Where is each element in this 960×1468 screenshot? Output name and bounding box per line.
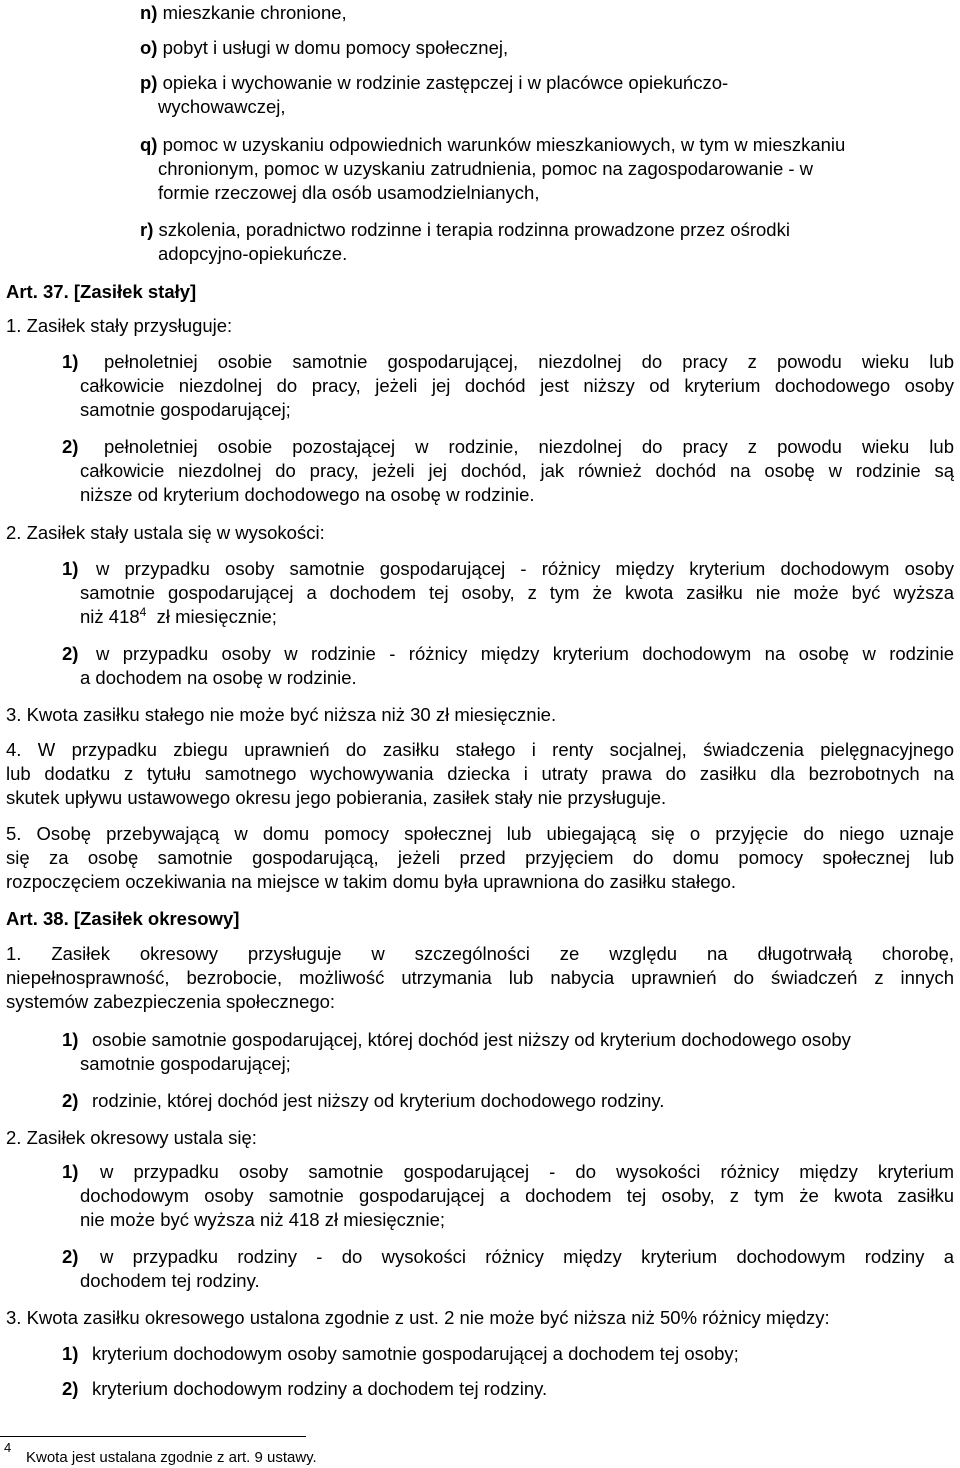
point-text: samotnie gospodarującej; — [80, 399, 291, 420]
point-text: całkowicie niezdolnej do pracy, jeżeli jej dochód, jak również dochód na osobę w rodzinie są — [80, 460, 954, 481]
point-marker: 1) — [62, 1161, 79, 1182]
item-text: opieka i wychowanie w rodzinie zastępczej i w placówce opiekuńczo- — [162, 72, 729, 93]
point-text: kryterium dochodowym osoby samotnie gospodarującej a dochodem tej osoby; — [92, 1343, 739, 1364]
point-marker: 1) — [62, 1343, 79, 1364]
list-item-n — [140, 1, 347, 25]
paragraph: 4. W przypadku zbiegu uprawnień do zasiłku stałego i renty socjalnej, świadczenia pielęgnacyjnego — [6, 739, 954, 760]
article-heading: Art. 37. [Zasiłek stały] — [6, 281, 197, 302]
point-marker: 2) — [62, 1090, 79, 1111]
item-marker: r) — [140, 219, 154, 240]
paragraph: 5. Osobę przebywającą w domu pomocy społecznej lub ubiegającą się o przyjęcie do niego uznaje — [6, 823, 954, 844]
paragraph: 1. Zasiłek okresowy przysługuje w szczególności ze względu na długotrwałą chorobę, — [6, 943, 954, 964]
list-item-q-cont: formie rzeczowej dla osób usamodzielnianych, — [158, 182, 540, 203]
point-marker: 2) — [62, 643, 79, 664]
item-text: szkolenia, poradnictwo rodzinne i terapia rodzinna prowadzone przez ośrodki — [158, 219, 790, 240]
item-text: pomoc w uzyskaniu odpowiednich warunków mieszkaniowych, w tym w mieszkaniu — [162, 134, 846, 155]
point-text: w przypadku rodziny - do wysokości różnicy między kryterium dochodowym rodziny a — [100, 1246, 954, 1267]
list-item-r-cont: adopcyjno-opiekuńcze. — [158, 243, 348, 264]
point-marker: 1) — [62, 558, 79, 579]
point-text: niż $418^4$ zł miesięcznie; — [80, 605, 277, 627]
paragraph: 3. Kwota zasiłku okresowego ustalona zgodnie z ust. 2 nie może być niższa niż 50% różnicy między: — [6, 1307, 830, 1328]
point-text: dochodowym osoby samotnie gospodarującej a dochodem tej osoby, z tym że kwota zasiłku — [80, 1185, 954, 1206]
point-text: osobie samotnie gospodarującej, której dochód jest niższy od kryterium dochodowego osoby — [92, 1029, 851, 1050]
paragraph: 2. Zasiłek stały ustala się w wysokości: — [6, 522, 325, 543]
point-text: a dochodem na osobę w rodzinie. — [80, 667, 357, 688]
point-marker: 1) — [62, 1029, 79, 1050]
paragraph: niepełnosprawność, bezrobocie, możliwość utrzymania lub nabycia uprawnień do świadczeń z innych — [6, 967, 954, 988]
list-item-q — [140, 133, 845, 157]
paragraph: się za osobę samotnie gospodarującą, jeżeli przed przyjęciem do domu pomocy społecznej lub — [6, 847, 954, 868]
footnote-number: 4 — [4, 1440, 12, 1455]
item-marker: o) — [140, 37, 158, 58]
point-text: kryterium dochodowym rodziny a dochodem tej rodziny. — [92, 1378, 548, 1399]
point-text: w przypadku osoby samotnie gospodarującej - różnicy między kryterium dochodowym osoby — [96, 558, 954, 579]
item-marker: n) — [140, 2, 158, 23]
item-marker: p) — [140, 72, 158, 93]
paragraph: 1. Zasiłek stały przysługuje: — [6, 315, 233, 336]
point-text: niższe od kryterium dochodowego na osobę w rodzinie. — [80, 484, 535, 505]
footnote-ref[interactable]: 4 — [139, 605, 147, 619]
list-item-p-cont: wychowawczej, — [158, 96, 286, 117]
point-text: rodzinie, której dochód jest niższy od kryterium dochodowego rodziny. — [92, 1090, 665, 1111]
point-marker: 2) — [62, 1378, 79, 1399]
paragraph: 2. Zasiłek okresowy ustala się: — [6, 1127, 257, 1148]
point-marker: 1) — [62, 351, 79, 372]
list-item-r — [140, 218, 790, 242]
point-text: całkowicie niezdolnej do pracy, jeżeli jej dochód jest niższy od kryterium dochodowego osoby — [80, 375, 954, 396]
paragraph: 3. Kwota zasiłku stałego nie może być niższa niż 30 zł miesięcznie. — [6, 704, 557, 725]
paragraph: lub dodatku z tytułu samotnego wychowywania dziecka i utraty prawa do zasiłku dla bezrobotnych na — [6, 763, 954, 784]
list-item-q-cont: chronionym, pomoc w uzyskaniu zatrudnienia, pomoc na zagospodarowanie - w — [158, 158, 814, 179]
list-item-o — [140, 36, 508, 60]
paragraph: systemów zabezpieczenia społecznego: — [6, 991, 336, 1012]
footnote-separator — [0, 1436, 306, 1437]
footnote-text: Kwota jest ustalana zgodnie z art. 9 ustawy. — [26, 1449, 317, 1466]
list-item-p — [140, 71, 728, 95]
item-text: pobyt i usługi w domu pomocy społecznej, — [162, 37, 509, 58]
point-text: nie może być wyższa niż 418 zł miesięcznie; — [80, 1209, 446, 1230]
point-text: samotnie gospodarującej; — [80, 1053, 291, 1074]
point-marker: 2) — [62, 436, 79, 457]
point-text: pełnoletniej osobie pozostającej w rodzinie, niezdolnej do pracy z powodu wieku lub — [104, 436, 954, 457]
point-text: samotnie gospodarującej a dochodem tej osoby, z tym że kwota zasiłku nie może być wyższa — [80, 582, 954, 603]
paragraph: rozpoczęciem oczekiwania na miejsce w takim domu była uprawniona do zasiłku stałego. — [6, 871, 737, 892]
point-marker: 2) — [62, 1246, 79, 1267]
item-text: mieszkanie chronione, — [162, 2, 347, 23]
point-text: dochodem tej rodziny. — [80, 1270, 260, 1291]
point-text: w przypadku osoby samotnie gospodarującej - do wysokości różnicy między kryterium — [100, 1161, 954, 1182]
item-marker: q) — [140, 134, 158, 155]
paragraph: skutek upływu ustawowego okresu jego pobierania, zasiłek stały nie przysługuje. — [6, 787, 667, 808]
point-text: w przypadku osoby w rodzinie - różnicy między kryterium dochodowym na osobę w rodzinie — [96, 643, 954, 664]
point-text: pełnoletniej osobie samotnie gospodarującej, niezdolnej do pracy z powodu wieku lub — [104, 351, 954, 372]
article-heading: Art. 38. [Zasiłek okresowy] — [6, 908, 240, 929]
